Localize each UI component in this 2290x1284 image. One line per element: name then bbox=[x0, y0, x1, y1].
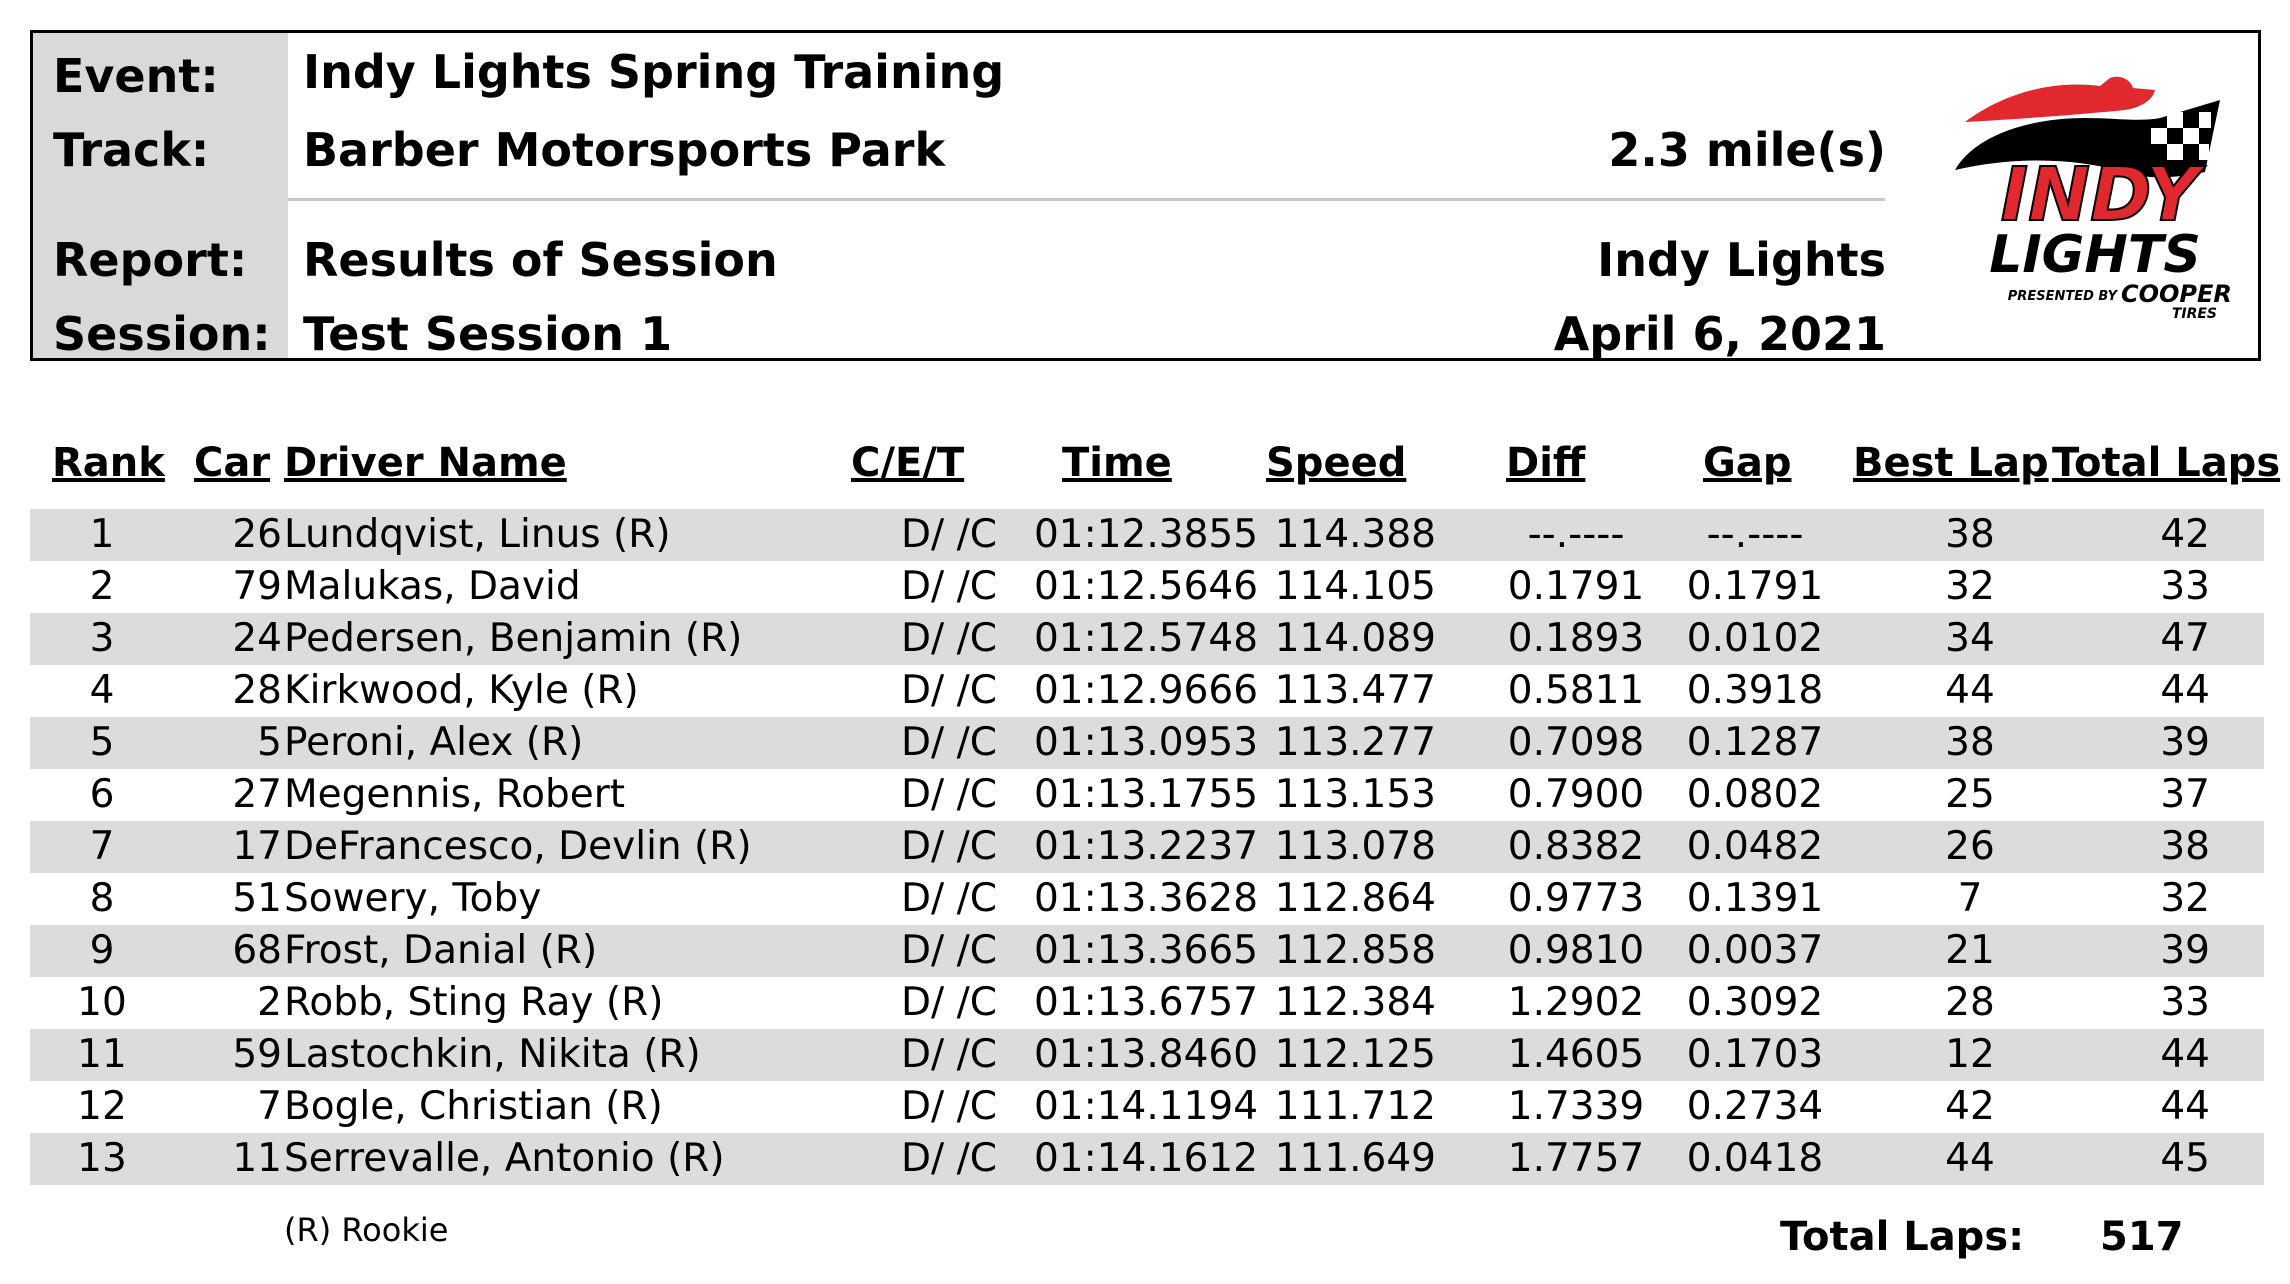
cell-time: 01:14.1612 bbox=[1033, 1136, 1259, 1181]
cell-speed: 112.864 bbox=[1274, 876, 1436, 921]
col-header-best-lap: Best Lap bbox=[1853, 440, 2049, 486]
table-row bbox=[30, 613, 2264, 665]
event-label: Event: bbox=[53, 49, 219, 103]
cell-gap: 0.1703 bbox=[1686, 1032, 1824, 1077]
cell-diff: 1.7757 bbox=[1507, 1136, 1645, 1181]
cell-rank: 9 bbox=[89, 928, 115, 973]
table-row bbox=[30, 821, 2264, 873]
cell-cet: D/ /C bbox=[901, 824, 997, 869]
table-row bbox=[30, 769, 2264, 821]
cell-rank: 13 bbox=[77, 1136, 127, 1181]
cell-best-lap: 12 bbox=[1945, 1032, 1995, 1077]
cell-car: 28 bbox=[232, 668, 282, 713]
cell-cet: D/ /C bbox=[901, 668, 997, 713]
track-label: Track: bbox=[53, 123, 210, 177]
cell-diff: 0.7098 bbox=[1507, 720, 1645, 765]
cell-best-lap: 7 bbox=[1957, 876, 1983, 921]
col-header-cet: C/E/T bbox=[851, 440, 965, 486]
cell-gap: --.---- bbox=[1706, 512, 1804, 557]
cell-diff: 0.1791 bbox=[1507, 564, 1645, 609]
cell-cet: D/ /C bbox=[901, 1136, 997, 1181]
cell-best-lap: 38 bbox=[1945, 720, 1995, 765]
cell-driver: Frost, Danial (R) bbox=[284, 928, 598, 973]
cell-car: 17 bbox=[232, 824, 282, 869]
col-header-rank: Rank bbox=[52, 440, 165, 486]
cell-total-laps: 44 bbox=[2160, 1032, 2210, 1077]
cell-total-laps: 44 bbox=[2160, 668, 2210, 713]
cell-cet: D/ /C bbox=[901, 876, 997, 921]
cell-car: 11 bbox=[232, 1136, 282, 1181]
session-header bbox=[30, 30, 2261, 361]
cell-speed: 112.858 bbox=[1274, 928, 1436, 973]
table-row bbox=[30, 665, 2264, 717]
cell-time: 01:12.5646 bbox=[1033, 564, 1259, 609]
cell-gap: 0.1391 bbox=[1686, 876, 1824, 921]
table-row bbox=[30, 561, 2264, 613]
cell-rank: 10 bbox=[77, 980, 127, 1025]
cell-car: 27 bbox=[232, 772, 282, 817]
cell-cet: D/ /C bbox=[901, 980, 997, 1025]
cell-diff: 0.7900 bbox=[1507, 772, 1645, 817]
cell-driver: Bogle, Christian (R) bbox=[284, 1084, 663, 1129]
col-header-speed: Speed bbox=[1266, 440, 1407, 486]
cell-total-laps: 32 bbox=[2160, 876, 2210, 921]
cell-car: 59 bbox=[232, 1032, 282, 1077]
table-row bbox=[30, 977, 2264, 1029]
session-date: April 6, 2021 bbox=[1553, 307, 1886, 361]
col-header-car: Car bbox=[194, 440, 271, 486]
cell-speed: 113.153 bbox=[1274, 772, 1436, 817]
cell-car: 68 bbox=[232, 928, 282, 973]
cell-car: 26 bbox=[232, 512, 282, 557]
cell-diff: 1.7339 bbox=[1507, 1084, 1645, 1129]
cell-rank: 7 bbox=[89, 824, 115, 869]
session-label: Session: bbox=[53, 307, 271, 361]
cell-total-laps: 33 bbox=[2160, 564, 2210, 609]
col-header-diff: Diff bbox=[1506, 440, 1586, 486]
cell-cet: D/ /C bbox=[901, 1032, 997, 1077]
cell-gap: 0.2734 bbox=[1686, 1084, 1824, 1129]
cell-best-lap: 34 bbox=[1945, 616, 1995, 661]
cell-time: 01:12.5748 bbox=[1033, 616, 1259, 661]
table-row bbox=[30, 1081, 2264, 1133]
cell-best-lap: 42 bbox=[1945, 1084, 1995, 1129]
cell-gap: 0.0802 bbox=[1686, 772, 1824, 817]
cell-time: 01:13.3665 bbox=[1033, 928, 1259, 973]
cell-total-laps: 37 bbox=[2160, 772, 2210, 817]
cell-diff: 0.9810 bbox=[1507, 928, 1645, 973]
cell-speed: 113.477 bbox=[1274, 668, 1436, 713]
cell-driver: DeFrancesco, Devlin (R) bbox=[284, 824, 752, 869]
cell-time: 01:13.2237 bbox=[1033, 824, 1259, 869]
cell-best-lap: 32 bbox=[1945, 564, 1995, 609]
cell-speed: 114.105 bbox=[1274, 564, 1436, 609]
cell-gap: 0.0037 bbox=[1686, 928, 1824, 973]
results-table bbox=[30, 509, 2264, 1185]
cell-total-laps: 47 bbox=[2160, 616, 2210, 661]
cell-total-laps: 42 bbox=[2160, 512, 2210, 557]
total-laps-label: Total Laps: bbox=[1780, 1214, 2025, 1260]
cell-best-lap: 44 bbox=[1945, 1136, 1995, 1181]
cell-gap: 0.0102 bbox=[1686, 616, 1824, 661]
cell-rank: 3 bbox=[89, 616, 115, 661]
table-row bbox=[30, 873, 2264, 925]
cell-gap: 0.0482 bbox=[1686, 824, 1824, 869]
cell-best-lap: 25 bbox=[1945, 772, 1995, 817]
table-row bbox=[30, 717, 2264, 769]
cell-driver: Lastochkin, Nikita (R) bbox=[284, 1032, 701, 1077]
track-value: Barber Motorsports Park bbox=[303, 123, 946, 177]
table-row bbox=[30, 1133, 2264, 1185]
cell-driver: Peroni, Alex (R) bbox=[284, 720, 584, 765]
track-length: 2.3 mile(s) bbox=[1608, 123, 1886, 177]
cell-time: 01:12.9666 bbox=[1033, 668, 1259, 713]
cell-cet: D/ /C bbox=[901, 512, 997, 557]
cell-driver: Sowery, Toby bbox=[284, 876, 542, 921]
cell-total-laps: 39 bbox=[2160, 928, 2210, 973]
indy-lights-logo bbox=[1935, 60, 2265, 350]
cell-diff: 0.5811 bbox=[1507, 668, 1645, 713]
cell-diff: 1.2902 bbox=[1507, 980, 1645, 1025]
cell-time: 01:13.3628 bbox=[1033, 876, 1259, 921]
cell-diff: 1.4605 bbox=[1507, 1032, 1645, 1077]
cell-car: 79 bbox=[232, 564, 282, 609]
cell-cet: D/ /C bbox=[901, 720, 997, 765]
cell-gap: 0.0418 bbox=[1686, 1136, 1824, 1181]
cell-time: 01:13.8460 bbox=[1033, 1032, 1259, 1077]
cell-rank: 1 bbox=[89, 512, 115, 557]
cell-gap: 0.1287 bbox=[1686, 720, 1824, 765]
col-header-total-laps: Total Laps bbox=[2052, 440, 2281, 486]
cell-rank: 6 bbox=[89, 772, 115, 817]
col-header-gap: Gap bbox=[1703, 440, 1792, 486]
cell-diff: 0.8382 bbox=[1507, 824, 1645, 869]
cell-driver: Pedersen, Benjamin (R) bbox=[284, 616, 743, 661]
cell-cet: D/ /C bbox=[901, 1084, 997, 1129]
cell-gap: 0.3918 bbox=[1686, 668, 1824, 713]
cell-rank: 4 bbox=[89, 668, 115, 713]
cell-speed: 111.712 bbox=[1274, 1084, 1436, 1129]
cell-diff: 0.1893 bbox=[1507, 616, 1645, 661]
cell-gap: 0.3092 bbox=[1686, 980, 1824, 1025]
table-row bbox=[30, 509, 2264, 561]
cell-total-laps: 45 bbox=[2160, 1136, 2210, 1181]
logo-indy-text: INDY bbox=[2000, 152, 2200, 238]
cell-time: 01:13.1755 bbox=[1033, 772, 1259, 817]
report-label: Report: bbox=[53, 233, 248, 287]
rookie-note: (R) Rookie bbox=[284, 1211, 449, 1249]
report-value: Results of Session bbox=[303, 233, 778, 287]
cell-best-lap: 44 bbox=[1945, 668, 1995, 713]
cell-best-lap: 38 bbox=[1945, 512, 1995, 557]
header-divider bbox=[288, 198, 1885, 201]
logo-presented-by: PRESENTED BY bbox=[2007, 289, 2117, 304]
session-value: Test Session 1 bbox=[303, 307, 673, 361]
cell-total-laps: 38 bbox=[2160, 824, 2210, 869]
cell-gap: 0.1791 bbox=[1686, 564, 1824, 609]
logo-lights-text: LIGHTS bbox=[1989, 225, 2201, 285]
cell-best-lap: 26 bbox=[1945, 824, 1995, 869]
cell-speed: 113.277 bbox=[1274, 720, 1436, 765]
cell-car: 7 bbox=[257, 1084, 282, 1129]
cell-cet: D/ /C bbox=[901, 564, 997, 609]
cell-time: 01:14.1194 bbox=[1033, 1084, 1259, 1129]
cell-driver: Kirkwood, Kyle (R) bbox=[284, 668, 639, 713]
cell-time: 01:12.3855 bbox=[1033, 512, 1259, 557]
cell-driver: Serrevalle, Antonio (R) bbox=[284, 1136, 725, 1181]
cell-time: 01:13.6757 bbox=[1033, 980, 1259, 1025]
cell-cet: D/ /C bbox=[901, 772, 997, 817]
cell-speed: 114.388 bbox=[1274, 512, 1436, 557]
cell-car: 51 bbox=[232, 876, 282, 921]
series-name: Indy Lights bbox=[1597, 233, 1886, 287]
cell-cet: D/ /C bbox=[901, 616, 997, 661]
logo-sponsor-sub: TIRES bbox=[2171, 306, 2217, 322]
cell-diff: --.---- bbox=[1527, 512, 1625, 557]
cell-driver: Malukas, David bbox=[284, 564, 581, 609]
cell-cet: D/ /C bbox=[901, 928, 997, 973]
cell-best-lap: 28 bbox=[1945, 980, 1995, 1025]
cell-total-laps: 39 bbox=[2160, 720, 2210, 765]
logo-sponsor: COOPER bbox=[2121, 280, 2232, 308]
col-header-time: Time bbox=[1062, 440, 1172, 486]
cell-car: 2 bbox=[257, 980, 282, 1025]
cell-rank: 2 bbox=[89, 564, 115, 609]
cell-driver: Robb, Sting Ray (R) bbox=[284, 980, 664, 1025]
cell-best-lap: 21 bbox=[1945, 928, 1995, 973]
table-row bbox=[30, 925, 2264, 977]
cell-car: 24 bbox=[232, 616, 282, 661]
cell-driver: Megennis, Robert bbox=[284, 772, 626, 817]
total-laps-value: 517 bbox=[2100, 1214, 2184, 1260]
cell-speed: 112.125 bbox=[1274, 1032, 1436, 1077]
cell-driver: Lundqvist, Linus (R) bbox=[284, 512, 671, 557]
cell-speed: 113.078 bbox=[1274, 824, 1436, 869]
event-value: Indy Lights Spring Training bbox=[303, 45, 1005, 99]
cell-rank: 11 bbox=[77, 1032, 127, 1077]
cell-speed: 114.089 bbox=[1274, 616, 1436, 661]
table-row bbox=[30, 1029, 2264, 1081]
cell-rank: 8 bbox=[89, 876, 115, 921]
cell-rank: 12 bbox=[77, 1084, 127, 1129]
cell-car: 5 bbox=[257, 720, 282, 765]
cell-speed: 111.649 bbox=[1274, 1136, 1436, 1181]
cell-total-laps: 33 bbox=[2160, 980, 2210, 1025]
cell-speed: 112.384 bbox=[1274, 980, 1436, 1025]
cell-diff: 0.9773 bbox=[1507, 876, 1645, 921]
cell-rank: 5 bbox=[89, 720, 115, 765]
col-header-driver: Driver Name bbox=[284, 440, 567, 486]
cell-time: 01:13.0953 bbox=[1033, 720, 1259, 765]
cell-total-laps: 44 bbox=[2160, 1084, 2210, 1129]
